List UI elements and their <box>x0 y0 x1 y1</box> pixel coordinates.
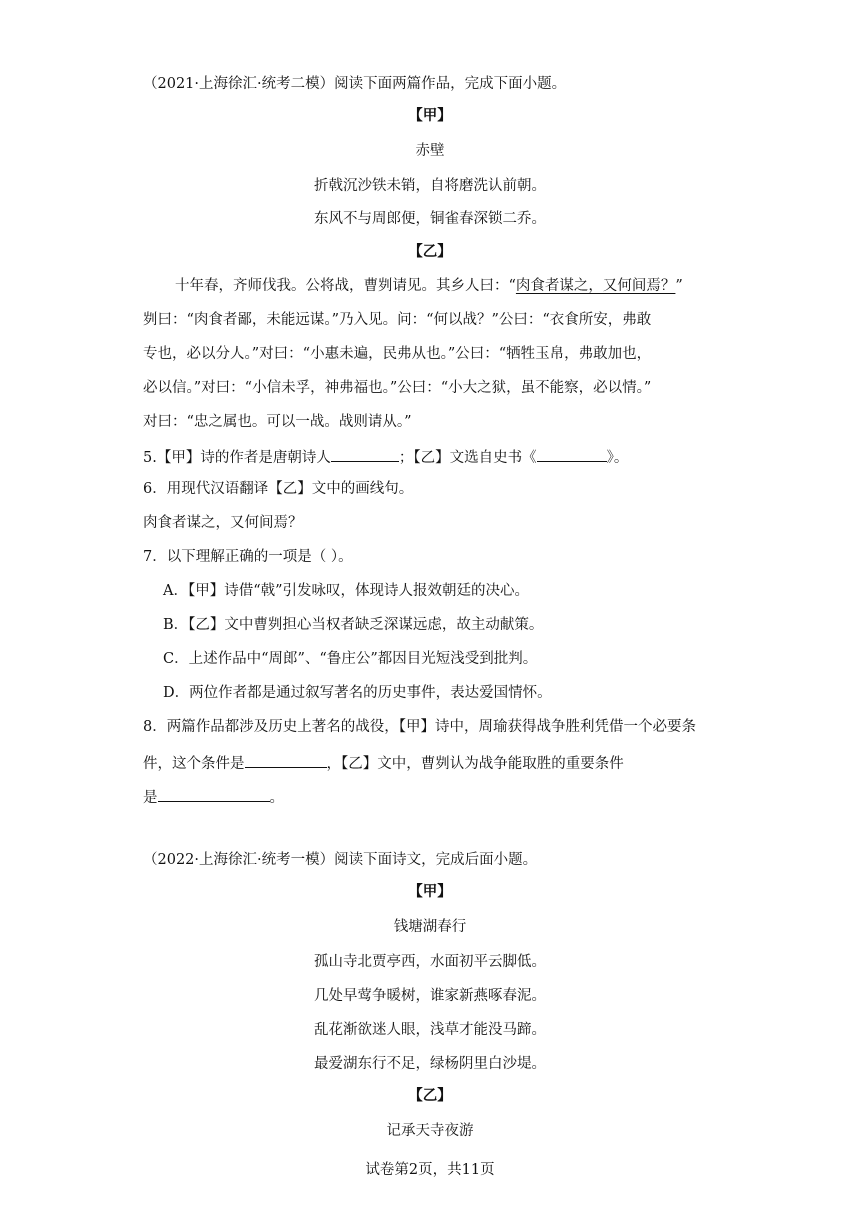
q8-blank-2[interactable] <box>158 785 270 802</box>
q7-option-a[interactable]: A．【甲】诗借“戟”引发咏叹，体现诗人报效朝廷的决心。 <box>163 583 530 599</box>
poem-line-2: 东风不与周郎便，铜雀春深锁二乔。 <box>314 211 546 227</box>
q5-post: 》。 <box>606 450 629 466</box>
prose-line-3: 专也，必以分人。”对曰：“小惠未遍，民弗从也。”公曰：“牺牲玉帛，弗敢加也， <box>143 346 652 362</box>
q5-blank-author[interactable] <box>331 445 399 462</box>
prose-line-1-pre: 十年春，齐师伐我。公将战，曹刿请见。其乡人曰：“ <box>175 278 516 294</box>
question-6-sentence: 肉食者谋之，又何间焉？ <box>143 515 303 531</box>
question-8-line-2 <box>143 751 624 774</box>
poem2-line-2: 几处早莺争暖树，谁家新燕啄春泥。 <box>314 988 546 1004</box>
q7-option-c[interactable]: C．上述作品中“周郎”、“鲁庄公”都因目光短浅受到批判。 <box>163 651 538 667</box>
poem-title-qiantang: 钱塘湖春行 <box>393 919 467 935</box>
prose-line-4: 必以信。”对曰：“小信未孚，神弗福也。”公曰：“小大之狱，虽不能察，必以情。” <box>143 380 652 396</box>
question-8-line-3 <box>143 785 284 808</box>
section1-yi-label: 【乙】 <box>408 243 452 260</box>
question-7: 7．以下理解正确的一项是（ ）。 <box>143 549 353 565</box>
prose-title-chengtiansi: 记承天寺夜游 <box>386 1123 474 1139</box>
q8-l3-pre: 是 <box>143 790 158 806</box>
q5-pre: 5.【甲】诗的作者是唐朝诗人 <box>143 450 331 466</box>
prose-line-1 <box>175 276 683 296</box>
section2-jia-label: 【甲】 <box>408 883 452 900</box>
section2-yi-label: 【乙】 <box>408 1087 452 1104</box>
question-8-line-1: 8．两篇作品都涉及历史上著名的战役，【甲】诗中，周瑜获得战争胜利凭借一个必要条 <box>143 719 696 735</box>
q7-option-b[interactable]: B．【乙】文中曹刿担心当权者缺乏深谋远虑，故主动献策。 <box>163 617 544 633</box>
q5-blank-book[interactable] <box>537 445 607 462</box>
prose-line-5: 对曰：“忠之属也。可以一战。战则请从。” <box>143 414 412 430</box>
underlined-sentence: 肉食者谋之，又何间焉？ <box>515 278 676 294</box>
page-footer: 试卷第2页，共11页 <box>365 1162 495 1178</box>
section2-header: （2022·上海徐汇·统考一模）阅读下面诗文，完成后面小题。 <box>143 852 538 868</box>
poem-line-1: 折戟沉沙铁未销，自将磨洗认前朝。 <box>314 178 546 194</box>
poem-title-chibi: 赤壁 <box>415 143 445 159</box>
question-6: 6．用现代汉语翻译【乙】文中的画线句。 <box>143 481 414 497</box>
prose-line-2: 刿曰：“肉食者鄙，未能远谋。”乃入见。问：“何以战？”公曰：“衣食所安，弗敢 <box>143 312 652 328</box>
q8-l2-pre: 件，这个条件是 <box>143 756 245 772</box>
question-5 <box>143 445 628 468</box>
q8-l3-post: 。 <box>269 790 284 806</box>
poem2-line-1: 孤山寺北贾亭西，水面初平云脚低。 <box>314 954 546 970</box>
poem2-line-4: 最爱湖东行不足，绿杨阴里白沙堤。 <box>314 1056 546 1072</box>
q5-mid: ；【乙】文选自史书《 <box>398 450 537 466</box>
prose-line-1-post: ” <box>675 278 683 294</box>
section1-jia-label: 【甲】 <box>408 107 452 124</box>
q7-option-d[interactable]: D．两位作者都是通过叙写著名的历史事件，表达爱国情怀。 <box>163 685 552 701</box>
q8-l2-post: ，【乙】文中，曹刿认为战争能取胜的重要条件 <box>326 756 624 772</box>
q8-blank-1[interactable] <box>245 751 327 768</box>
section1-header: （2021·上海徐汇·统考二模）阅读下面两篇作品，完成下面小题。 <box>143 76 567 92</box>
poem2-line-3: 乱花渐欲迷人眼，浅草才能没马蹄。 <box>314 1022 546 1038</box>
